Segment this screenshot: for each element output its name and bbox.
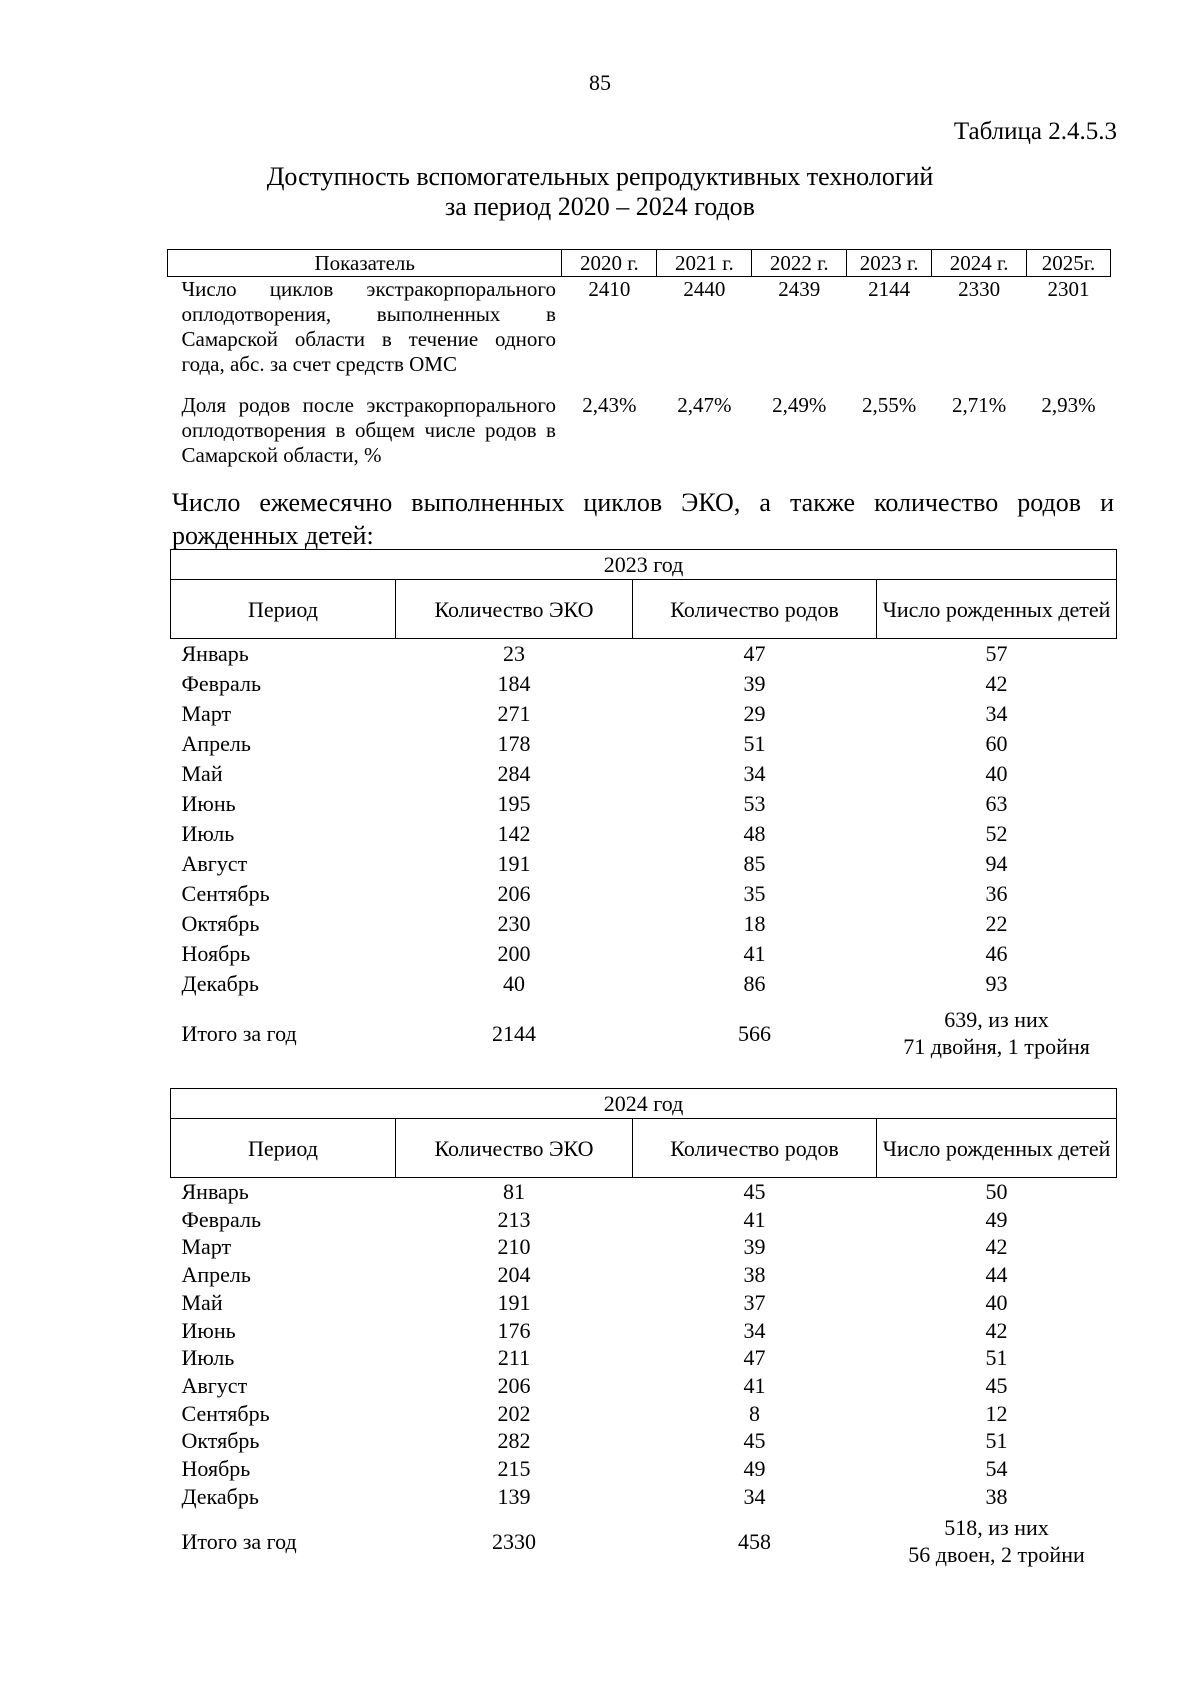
table-row [171, 729, 1117, 759]
births-cell: 18 [743, 911, 766, 936]
births-cell: 29 [743, 701, 766, 726]
month-cell: Июнь [181, 791, 236, 816]
indicator-row [168, 277, 1111, 394]
births-cell: 41 [743, 1372, 766, 1398]
month-cell: Июль [181, 821, 235, 846]
table-row [171, 759, 1117, 789]
children-cell: 38 [985, 1483, 1008, 1509]
indicators-header-row [168, 250, 1111, 277]
month-cell: Октябрь [181, 1428, 260, 1454]
eco-cell: 204 [497, 1262, 531, 1288]
eco-cell: 142 [497, 821, 531, 846]
year-column-header: 2023 г. [847, 250, 932, 277]
year-column-header: 2024 г. [932, 250, 1027, 277]
children-cell: 50 [985, 1179, 1008, 1204]
total-births: 458 [738, 1528, 771, 1554]
eco-cell: 191 [497, 851, 531, 876]
indicator-value: 2330 [958, 277, 1001, 301]
total-children [877, 1510, 1117, 1568]
eco-cell: 200 [497, 941, 531, 966]
month-cell: Февраль [181, 1206, 262, 1232]
indicator-value: 2440 [683, 277, 726, 301]
table-row [171, 819, 1117, 849]
intro-paragraph: Число ежемесячно выполненных циклов ЭКО, а также количество родов и рожденных детей: [172, 488, 1114, 550]
indicator-value: 2439 [778, 277, 821, 301]
table-row [171, 1178, 1117, 1206]
eco-cell: 191 [497, 1289, 531, 1315]
total-label: Итого за год [181, 1528, 297, 1554]
table-row [171, 1261, 1117, 1289]
eco-cell: 215 [497, 1456, 531, 1482]
total-children-line-2: 71 двойня, 1 тройня [903, 1034, 1090, 1059]
table-row [171, 969, 1117, 999]
eco-cell: 139 [497, 1483, 531, 1509]
monthly-table-2023 [170, 549, 1117, 1061]
indicator-value: 2,49% [772, 393, 827, 417]
total-children-line-1: 639, из них [944, 1007, 1049, 1032]
month-cell: Октябрь [181, 911, 260, 936]
births-column-header: Количество родов [633, 1119, 877, 1178]
eco-cell: 176 [497, 1317, 531, 1343]
month-cell: Январь [181, 1179, 249, 1204]
children-cell: 22 [985, 911, 1008, 936]
table-row [171, 1206, 1117, 1234]
eco-column-header: Количество ЭКО [396, 580, 633, 639]
children-cell: 42 [985, 1234, 1008, 1260]
births-cell: 41 [743, 941, 766, 966]
births-cell: 41 [743, 1206, 766, 1232]
table-row [171, 1344, 1117, 1372]
title-line-2: за период 2020 – 2024 годов [445, 192, 755, 221]
title-line-1: Доступность вспомогательных репродуктивных технологий [266, 162, 934, 191]
table-row [171, 879, 1117, 909]
children-cell: 12 [985, 1400, 1008, 1426]
table-row [171, 849, 1117, 879]
children-column-header: Число рожденных детей [877, 580, 1117, 639]
monthly-table-2024 [170, 1088, 1117, 1568]
table-row [171, 909, 1117, 939]
births-cell: 39 [743, 671, 766, 696]
period-column-header: Период [171, 580, 396, 639]
eco-cell: 282 [497, 1428, 531, 1454]
eco-cell: 178 [497, 731, 531, 756]
children-cell: 44 [985, 1262, 1008, 1288]
children-cell: 93 [985, 971, 1008, 996]
table-row [171, 1400, 1117, 1428]
children-cell: 60 [985, 731, 1008, 756]
eco-cell: 230 [497, 911, 531, 936]
indicators-table [167, 249, 1111, 478]
table-row [171, 1233, 1117, 1261]
month-cell: Апрель [181, 1262, 251, 1288]
month-cell: Апрель [181, 731, 251, 756]
indicator-value: 2,47% [677, 393, 732, 417]
children-cell: 51 [985, 1428, 1008, 1454]
month-cell: Декабрь [181, 1483, 259, 1509]
children-cell: 34 [985, 701, 1008, 726]
children-cell: 40 [985, 761, 1008, 786]
children-cell: 49 [985, 1206, 1008, 1232]
month-cell: Декабрь [181, 971, 259, 996]
year-column-header: 2025г. [1027, 250, 1111, 277]
month-cell: Ноябрь [181, 941, 251, 966]
births-cell: 85 [743, 851, 766, 876]
births-cell: 53 [743, 791, 766, 816]
document-title [0, 162, 1200, 222]
children-cell: 40 [985, 1289, 1008, 1315]
indicator-column-header: Показатель [168, 250, 562, 277]
table-row [171, 1427, 1117, 1455]
table-row [171, 939, 1117, 969]
births-cell: 45 [743, 1428, 766, 1454]
month-cell: Январь [181, 641, 249, 666]
eco-cell: 206 [497, 1372, 531, 1398]
month-cell: Ноябрь [181, 1456, 251, 1482]
children-cell: 52 [985, 821, 1008, 846]
period-column-header: Период [171, 1119, 396, 1178]
eco-cell: 211 [497, 1345, 531, 1371]
births-cell: 86 [743, 971, 766, 996]
year-caption: 2023 год [171, 550, 1117, 580]
total-births: 566 [738, 1020, 771, 1046]
births-cell: 35 [743, 881, 766, 906]
births-cell: 48 [743, 821, 766, 846]
month-cell: Июнь [181, 1317, 236, 1343]
eco-cell: 40 [503, 971, 525, 996]
children-cell: 36 [985, 881, 1008, 906]
births-cell: 34 [743, 1317, 766, 1343]
eco-column-header: Количество ЭКО [396, 1119, 633, 1178]
eco-cell: 202 [497, 1400, 531, 1426]
births-cell: 38 [743, 1262, 766, 1288]
indicator-label: Число циклов экстракорпорального оплодотворения, выполненных в Самарской области в течение одного года, абс. за счет средств ОМС [181, 277, 556, 376]
births-cell: 47 [743, 1345, 766, 1371]
births-column-header: Количество родов [633, 580, 877, 639]
indicator-value: 2410 [588, 277, 631, 301]
month-cell: Август [181, 851, 248, 876]
children-cell: 51 [985, 1345, 1008, 1371]
month-cell: Август [181, 1372, 248, 1398]
month-cell: Май [181, 761, 223, 786]
births-cell: 47 [743, 641, 766, 666]
year-column-header: 2022 г. [752, 250, 847, 277]
table-row [171, 1455, 1117, 1483]
children-cell: 54 [985, 1456, 1008, 1482]
total-children [877, 999, 1117, 1061]
table-row [171, 639, 1117, 670]
table-row [171, 1372, 1117, 1400]
table-row [171, 669, 1117, 699]
births-cell: 45 [743, 1179, 766, 1204]
year-column-header: 2021 г. [657, 250, 752, 277]
total-children-line-1: 518, из них [944, 1515, 1049, 1541]
table-row [171, 699, 1117, 729]
indicator-row [168, 393, 1111, 478]
indicator-value: 2,71% [951, 393, 1007, 417]
births-cell: 34 [743, 1483, 766, 1509]
month-cell: Сентябрь [181, 1400, 270, 1426]
total-row [171, 999, 1117, 1061]
births-cell: 8 [749, 1400, 760, 1426]
children-cell: 42 [985, 671, 1008, 696]
total-label: Итого за год [181, 1020, 297, 1046]
eco-cell: 184 [497, 671, 531, 696]
year-column-header: 2020 г. [562, 250, 657, 277]
total-eco: 2144 [492, 1020, 536, 1046]
eco-cell: 81 [503, 1179, 525, 1204]
births-cell: 37 [743, 1289, 766, 1315]
eco-cell: 210 [497, 1234, 531, 1260]
eco-cell: 284 [497, 761, 531, 786]
total-row [171, 1510, 1117, 1568]
month-cell: Сентябрь [181, 881, 270, 906]
table-row [171, 1317, 1117, 1345]
year-caption: 2024 год [171, 1089, 1117, 1119]
table-row [171, 1483, 1117, 1511]
children-cell: 94 [985, 851, 1008, 876]
month-cell: Март [181, 1234, 232, 1260]
indicator-value: 2,93% [1041, 393, 1096, 417]
children-column-header: Число рожденных детей [877, 1119, 1117, 1178]
births-cell: 51 [743, 731, 766, 756]
children-cell: 42 [985, 1317, 1008, 1343]
indicator-value: 2301 [1047, 277, 1090, 301]
indicator-value: 2,55% [862, 393, 917, 417]
children-cell: 57 [985, 641, 1008, 666]
month-cell: Март [181, 701, 232, 726]
page-number: 85 [589, 70, 611, 95]
eco-cell: 213 [497, 1206, 531, 1232]
eco-cell: 271 [497, 701, 531, 726]
total-eco: 2330 [492, 1528, 536, 1554]
indicator-label: Доля родов после экстракорпорального оплодотворения в общем числе родов в Самарской области, % [181, 393, 556, 467]
children-cell: 46 [985, 941, 1008, 966]
eco-cell: 206 [497, 881, 531, 906]
births-cell: 34 [743, 761, 766, 786]
indicator-value: 2144 [868, 277, 911, 301]
children-cell: 63 [985, 791, 1008, 816]
eco-cell: 195 [497, 791, 531, 816]
month-cell: Февраль [181, 671, 262, 696]
month-cell: Май [181, 1289, 223, 1315]
month-cell: Июль [181, 1345, 235, 1371]
births-cell: 49 [743, 1456, 766, 1482]
eco-cell: 23 [503, 641, 525, 666]
children-cell: 45 [985, 1372, 1008, 1398]
table-row [171, 1289, 1117, 1317]
table-label: Таблица 2.4.5.3 [953, 118, 1117, 145]
indicator-value: 2,43% [582, 393, 637, 417]
table-row [171, 789, 1117, 819]
total-children-line-2: 56 двоен, 2 тройни [908, 1542, 1085, 1568]
births-cell: 39 [743, 1234, 766, 1260]
